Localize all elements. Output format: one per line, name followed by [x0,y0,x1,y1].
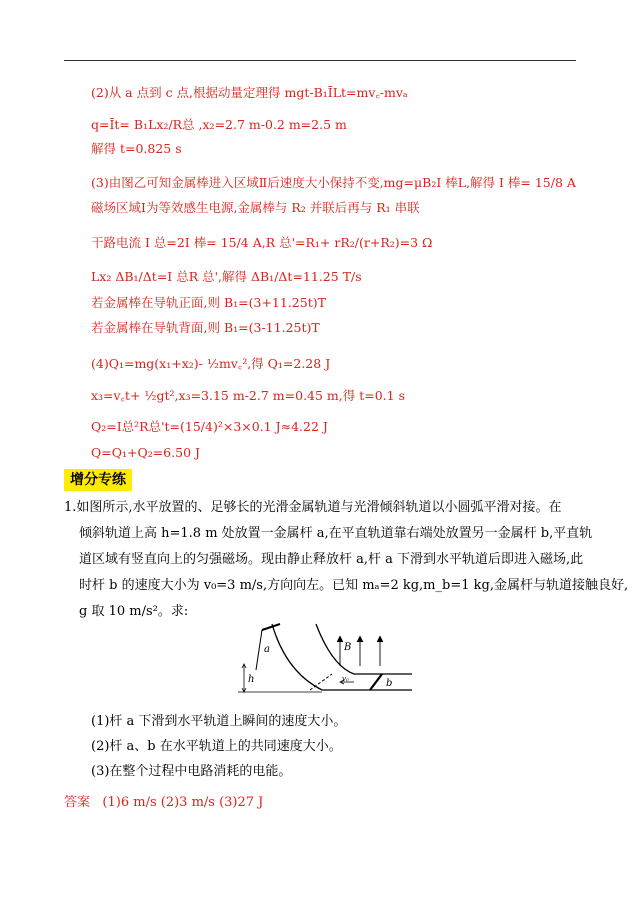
solution-line-9: 若金属棒在导轨背面,则 B₁=(3-11.25t)T [91,320,320,335]
label-v0: v₀ [342,675,349,683]
incline-rail-back [272,624,322,690]
solution-line-13: Q=Q₁+Q₂=6.50 J [91,445,201,460]
solution-line-2: q=Īt= B₁Lx₂/R总 ,x₂=2.7 m-0.2 m=2.5 m [91,117,347,132]
solution-line-3: 解得 t=0.825 s [91,141,182,156]
answer-line [64,791,263,810]
problem-line-3: 道区域有竖直向上的匀强磁场。现由静止释放杆 a,杆 a 下滑到水平轨道后即进入磁场,此 [79,552,584,567]
solution-line-8: 若金属棒在导轨正面,则 B₁=(3+11.25t)T [91,295,326,310]
problem-line-1: 1.如图所示,水平放置的、足够长的光滑金属轨道与光滑倾斜轨道以小圆弧平滑对接。在 [64,500,562,515]
problem-line-5: g 取 10 m/s²。求: [79,604,189,619]
bar-b [370,674,382,690]
solution-line-10: (4)Q₁=mg(x₁+x₂)- ½mv꜀²,得 Q₁=2.28 J [91,356,331,371]
solution-line-6: 干路电流 I 总=2I 棒= 15/4 A,R 总'=R₁+ rR₂/(r+R₂)=3 Ω [91,235,433,250]
answer-label: 答案 [64,795,91,810]
solution-line-11: x₃=v꜀t+ ½gt²,x₃=3.15 m-2.7 m=0.45 m,得 t=0.1 s [91,388,405,403]
rail-diagram [236,620,416,708]
solution-line-12: Q₂=I总²R总't=(15/4)²×3×0.1 J≈4.22 J [91,419,328,434]
bar-a [262,624,280,630]
label-h: h [248,674,255,685]
solution-line-5: 磁场区域Ⅰ为等效感生电源,金属棒与 R₂ 并联后再与 R₁ 串联 [91,200,420,215]
header-rule [64,60,576,61]
question-2: (2)杆 a、b 在水平轨道上的共同速度大小。 [91,739,342,754]
solution-line-4: (3)由图乙可知金属棒进入区域Ⅱ后速度大小保持不变,mg=μB₂I 棒L,解得 I 棒= 15/8 A [91,175,576,190]
question-1: (1)杆 a 下滑到水平轨道上瞬间的速度大小。 [91,714,347,729]
solution-line-7: Lx₂ ΔB₁/Δt=I 总R 总',解得 ΔB₁/Δt=11.25 T/s [91,269,362,284]
label-B: B [344,642,352,653]
problem-line-2: 倾斜轨道上高 h=1.8 m 处放置一金属杆 a,在平直轨道靠右端处放置另一金属杆 b,平直轨 [79,526,593,541]
label-b: b [386,678,393,689]
solution-line-1: (2)从 a 点到 c 点,根据动量定理得 mgt-B₁ĪLt=mv꜀-mvₐ [91,85,408,100]
magnetic-boundary [310,674,332,690]
question-3: (3)在整个过程中电路消耗的电能。 [91,764,292,779]
problem-line-4: 时杆 b 的速度大小为 v₀=3 m/s,方向向左。已知 mₐ=2 kg,m_b=1 kg,金属杆与轨道接触良好, [79,578,629,593]
answer-text: (1)6 m/s (2)3 m/s (3)27 J [102,795,264,810]
label-a: a [264,644,270,655]
section-title: 增分专练 [64,469,132,491]
